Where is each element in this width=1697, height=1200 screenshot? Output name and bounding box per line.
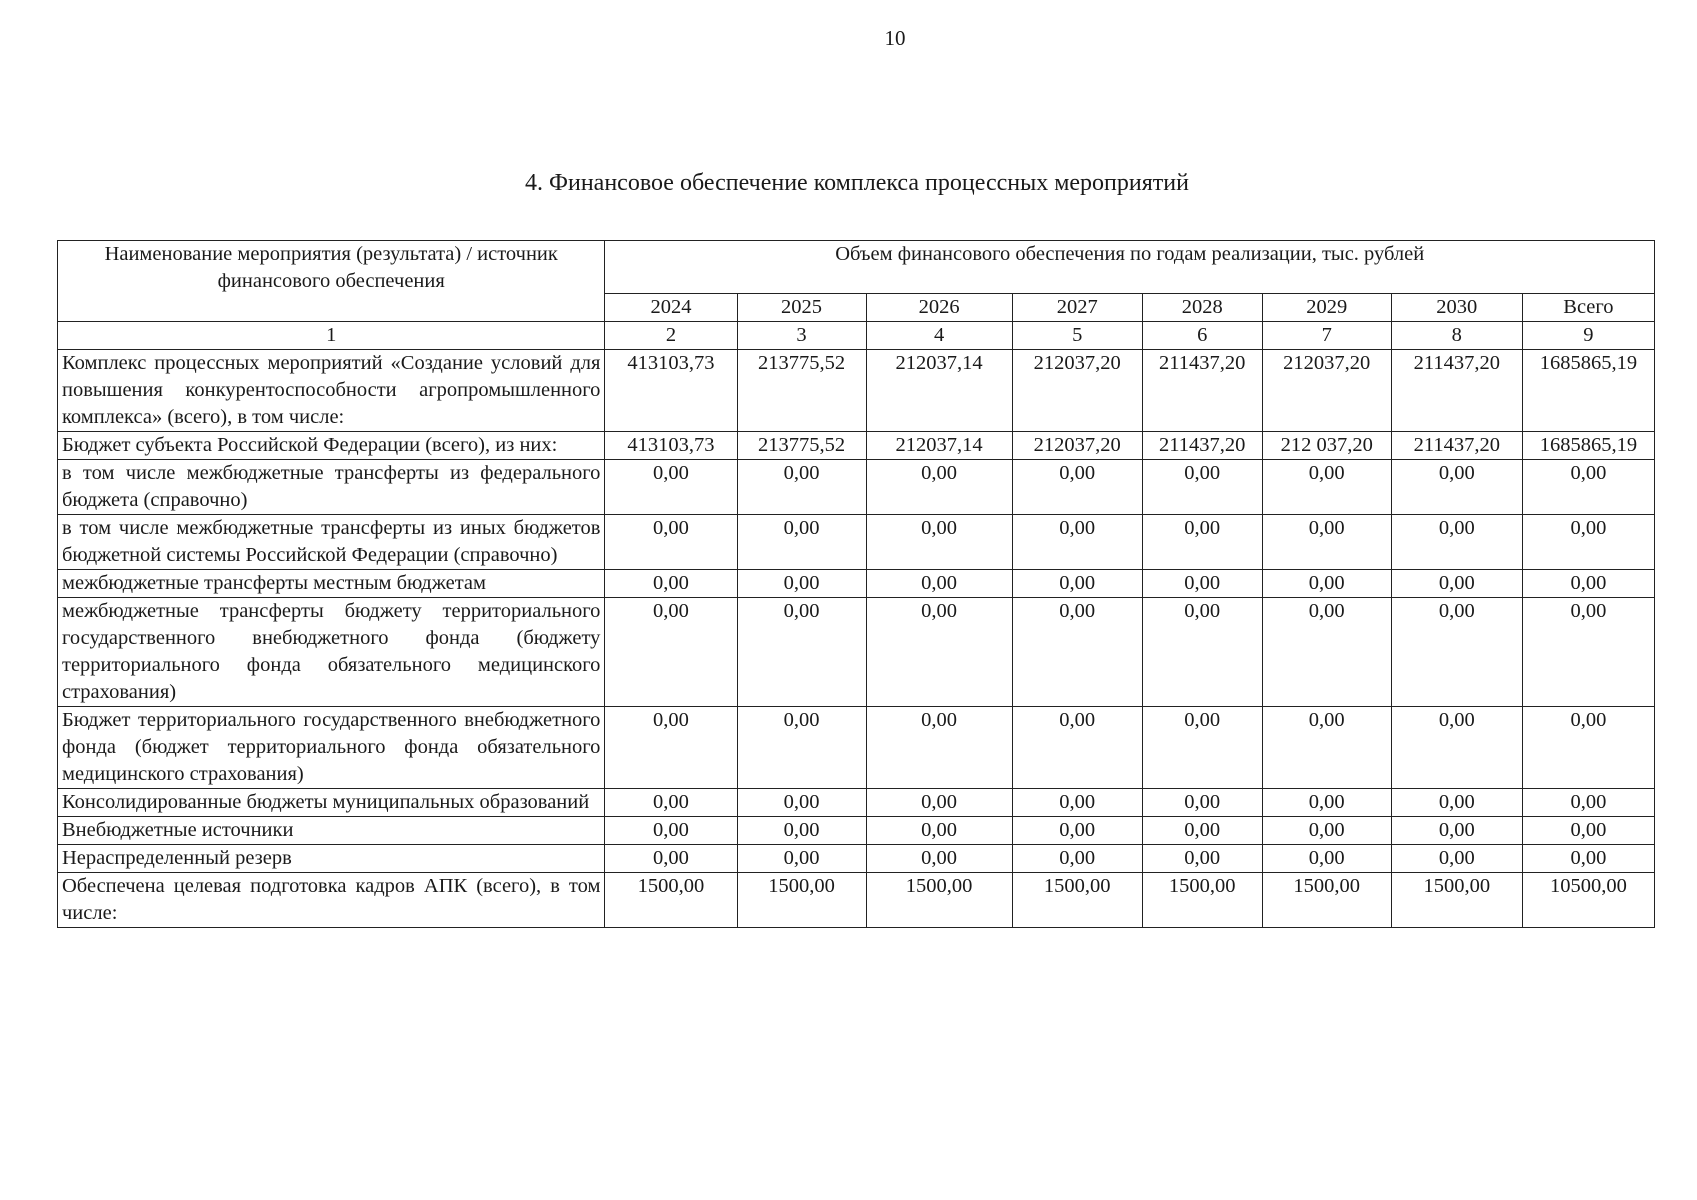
row-name-cell: Обеспечена целевая подготовка кадров АПК (всего), в том числе: [58,873,605,928]
table-row [58,432,1655,460]
year-value-cell: 0,00 [737,707,866,789]
year-value-cell: 1500,00 [1142,873,1262,928]
year-value-cell: 0,00 [1142,817,1262,845]
year-value-cell: 0,00 [1012,515,1142,570]
year-value-cell: 0,00 [866,817,1012,845]
year-header: 2026 [866,294,1012,322]
total-value-cell: 0,00 [1522,845,1654,873]
year-value-cell: 1500,00 [1391,873,1522,928]
year-value-cell: 212 037,20 [1262,432,1391,460]
year-value-cell: 413103,73 [605,432,737,460]
year-value-cell: 0,00 [1012,789,1142,817]
year-value-cell: 0,00 [1142,570,1262,598]
year-header: 2028 [1142,294,1262,322]
year-value-cell: 0,00 [1262,515,1391,570]
table-row [58,707,1655,789]
year-value-cell: 0,00 [1142,707,1262,789]
year-header: 2030 [1391,294,1522,322]
index-row [58,322,1655,350]
year-value-cell: 0,00 [737,515,866,570]
table-row [58,570,1655,598]
year-value-cell: 0,00 [1142,789,1262,817]
year-value-cell: 212037,20 [1262,350,1391,432]
year-value-cell: 212037,20 [1012,432,1142,460]
year-value-cell: 0,00 [1262,707,1391,789]
year-value-cell: 0,00 [737,598,866,707]
year-header: 2027 [1012,294,1142,322]
year-value-cell: 0,00 [605,570,737,598]
year-value-cell: 1500,00 [1262,873,1391,928]
year-value-cell: 0,00 [1391,789,1522,817]
table-body [58,322,1655,928]
year-value-cell: 1500,00 [1012,873,1142,928]
year-value-cell: 0,00 [1142,598,1262,707]
year-value-cell: 212037,14 [866,432,1012,460]
header-row-top [58,241,1655,294]
table-row [58,598,1655,707]
year-value-cell: 0,00 [1391,515,1522,570]
name-column-header: Наименование мероприятия (результата) / источник финансового обеспечения [58,241,605,322]
year-value-cell: 213775,52 [737,432,866,460]
total-value-cell: 0,00 [1522,460,1654,515]
year-value-cell: 0,00 [866,598,1012,707]
year-value-cell: 0,00 [1262,598,1391,707]
year-value-cell: 1500,00 [866,873,1012,928]
table-row [58,515,1655,570]
volume-column-header: Объем финансового обеспечения по годам реализации, тыс. рублей [605,241,1655,294]
table-row [58,789,1655,817]
year-value-cell: 0,00 [1262,845,1391,873]
total-value-cell: 0,00 [1522,570,1654,598]
year-value-cell: 1500,00 [737,873,866,928]
year-value-cell: 0,00 [737,817,866,845]
year-value-cell: 0,00 [1012,845,1142,873]
year-value-cell: 0,00 [866,515,1012,570]
year-value-cell: 212037,14 [866,350,1012,432]
table-row [58,350,1655,432]
index-cell: 9 [1522,322,1654,350]
year-value-cell: 0,00 [605,515,737,570]
row-name-cell: Внебюджетные источники [58,817,605,845]
year-value-cell: 0,00 [605,789,737,817]
year-value-cell: 211437,20 [1142,432,1262,460]
year-value-cell: 0,00 [605,460,737,515]
index-cell: 3 [737,322,866,350]
year-value-cell: 1500,00 [605,873,737,928]
total-value-cell: 0,00 [1522,817,1654,845]
year-value-cell: 0,00 [1012,460,1142,515]
year-value-cell: 0,00 [866,460,1012,515]
year-value-cell: 0,00 [1391,817,1522,845]
year-value-cell: 0,00 [1262,789,1391,817]
year-value-cell: 0,00 [1012,570,1142,598]
year-value-cell: 0,00 [1262,570,1391,598]
year-header: 2029 [1262,294,1391,322]
year-value-cell: 0,00 [737,789,866,817]
table-row [58,817,1655,845]
year-value-cell: 0,00 [866,789,1012,817]
row-name-cell: в том числе межбюджетные трансферты из иных бюджетов бюджетной системы Российской Федерации (справочно) [58,515,605,570]
total-value-cell: 0,00 [1522,789,1654,817]
year-value-cell: 0,00 [866,707,1012,789]
index-cell: 8 [1391,322,1522,350]
year-value-cell: 0,00 [1142,460,1262,515]
total-value-cell: 0,00 [1522,707,1654,789]
row-name-cell: Бюджет территориального государственного внебюджетного фонда (бюджет территориального фонда обязательного медицинского страхования) [58,707,605,789]
row-name-cell: Консолидированные бюджеты муниципальных образований [58,789,605,817]
year-value-cell: 211437,20 [1142,350,1262,432]
table-row [58,873,1655,928]
year-value-cell: 0,00 [1142,845,1262,873]
year-value-cell: 413103,73 [605,350,737,432]
total-value-cell: 0,00 [1522,515,1654,570]
row-name-cell: межбюджетные трансферты местным бюджетам [58,570,605,598]
year-value-cell: 0,00 [1391,707,1522,789]
row-name-cell: Нераспределенный резерв [58,845,605,873]
section-title: 4. Финансовое обеспечение комплекса процессных мероприятий [525,170,1189,196]
year-value-cell: 0,00 [1262,817,1391,845]
year-value-cell: 212037,20 [1012,350,1142,432]
total-value-cell: 10500,00 [1522,873,1654,928]
index-cell: 5 [1012,322,1142,350]
year-value-cell: 213775,52 [737,350,866,432]
year-value-cell: 0,00 [866,845,1012,873]
year-value-cell: 0,00 [1391,460,1522,515]
page-number: 10 [884,26,906,50]
year-value-cell: 0,00 [605,845,737,873]
year-value-cell: 0,00 [605,817,737,845]
row-name-cell: Комплекс процессных мероприятий «Создание условий для повышения конкурентоспособности агропромышленного комплекса» (всего), в том числе: [58,350,605,432]
total-header: Всего [1522,294,1654,322]
year-value-cell: 0,00 [737,845,866,873]
table-row [58,845,1655,873]
index-cell: 4 [866,322,1012,350]
index-cell: 2 [605,322,737,350]
row-name-cell: Бюджет субъекта Российской Федерации (всего), из них: [58,432,605,460]
index-cell: 6 [1142,322,1262,350]
year-value-cell: 0,00 [737,460,866,515]
year-value-cell: 211437,20 [1391,432,1522,460]
index-cell: 1 [58,322,605,350]
year-value-cell: 0,00 [1012,817,1142,845]
year-value-cell: 0,00 [1012,707,1142,789]
year-value-cell: 0,00 [1012,598,1142,707]
total-value-cell: 0,00 [1522,598,1654,707]
row-name-cell: межбюджетные трансферты бюджету территориального государственного внебюджетного фонда (бюджету территориального фонда обязательного медицинского страхования) [58,598,605,707]
year-value-cell: 0,00 [1142,515,1262,570]
year-value-cell: 0,00 [605,707,737,789]
total-value-cell: 1685865,19 [1522,350,1654,432]
year-value-cell: 0,00 [605,598,737,707]
year-value-cell: 0,00 [1391,570,1522,598]
year-value-cell: 211437,20 [1391,350,1522,432]
year-header: 2025 [737,294,866,322]
index-cell: 7 [1262,322,1391,350]
year-value-cell: 0,00 [1391,845,1522,873]
row-name-cell: в том числе межбюджетные трансферты из федерального бюджета (справочно) [58,460,605,515]
year-value-cell: 0,00 [1262,460,1391,515]
financing-table [57,240,1655,928]
total-value-cell: 1685865,19 [1522,432,1654,460]
year-value-cell: 0,00 [737,570,866,598]
year-value-cell: 0,00 [1391,598,1522,707]
year-value-cell: 0,00 [866,570,1012,598]
year-header: 2024 [605,294,737,322]
table-row [58,460,1655,515]
